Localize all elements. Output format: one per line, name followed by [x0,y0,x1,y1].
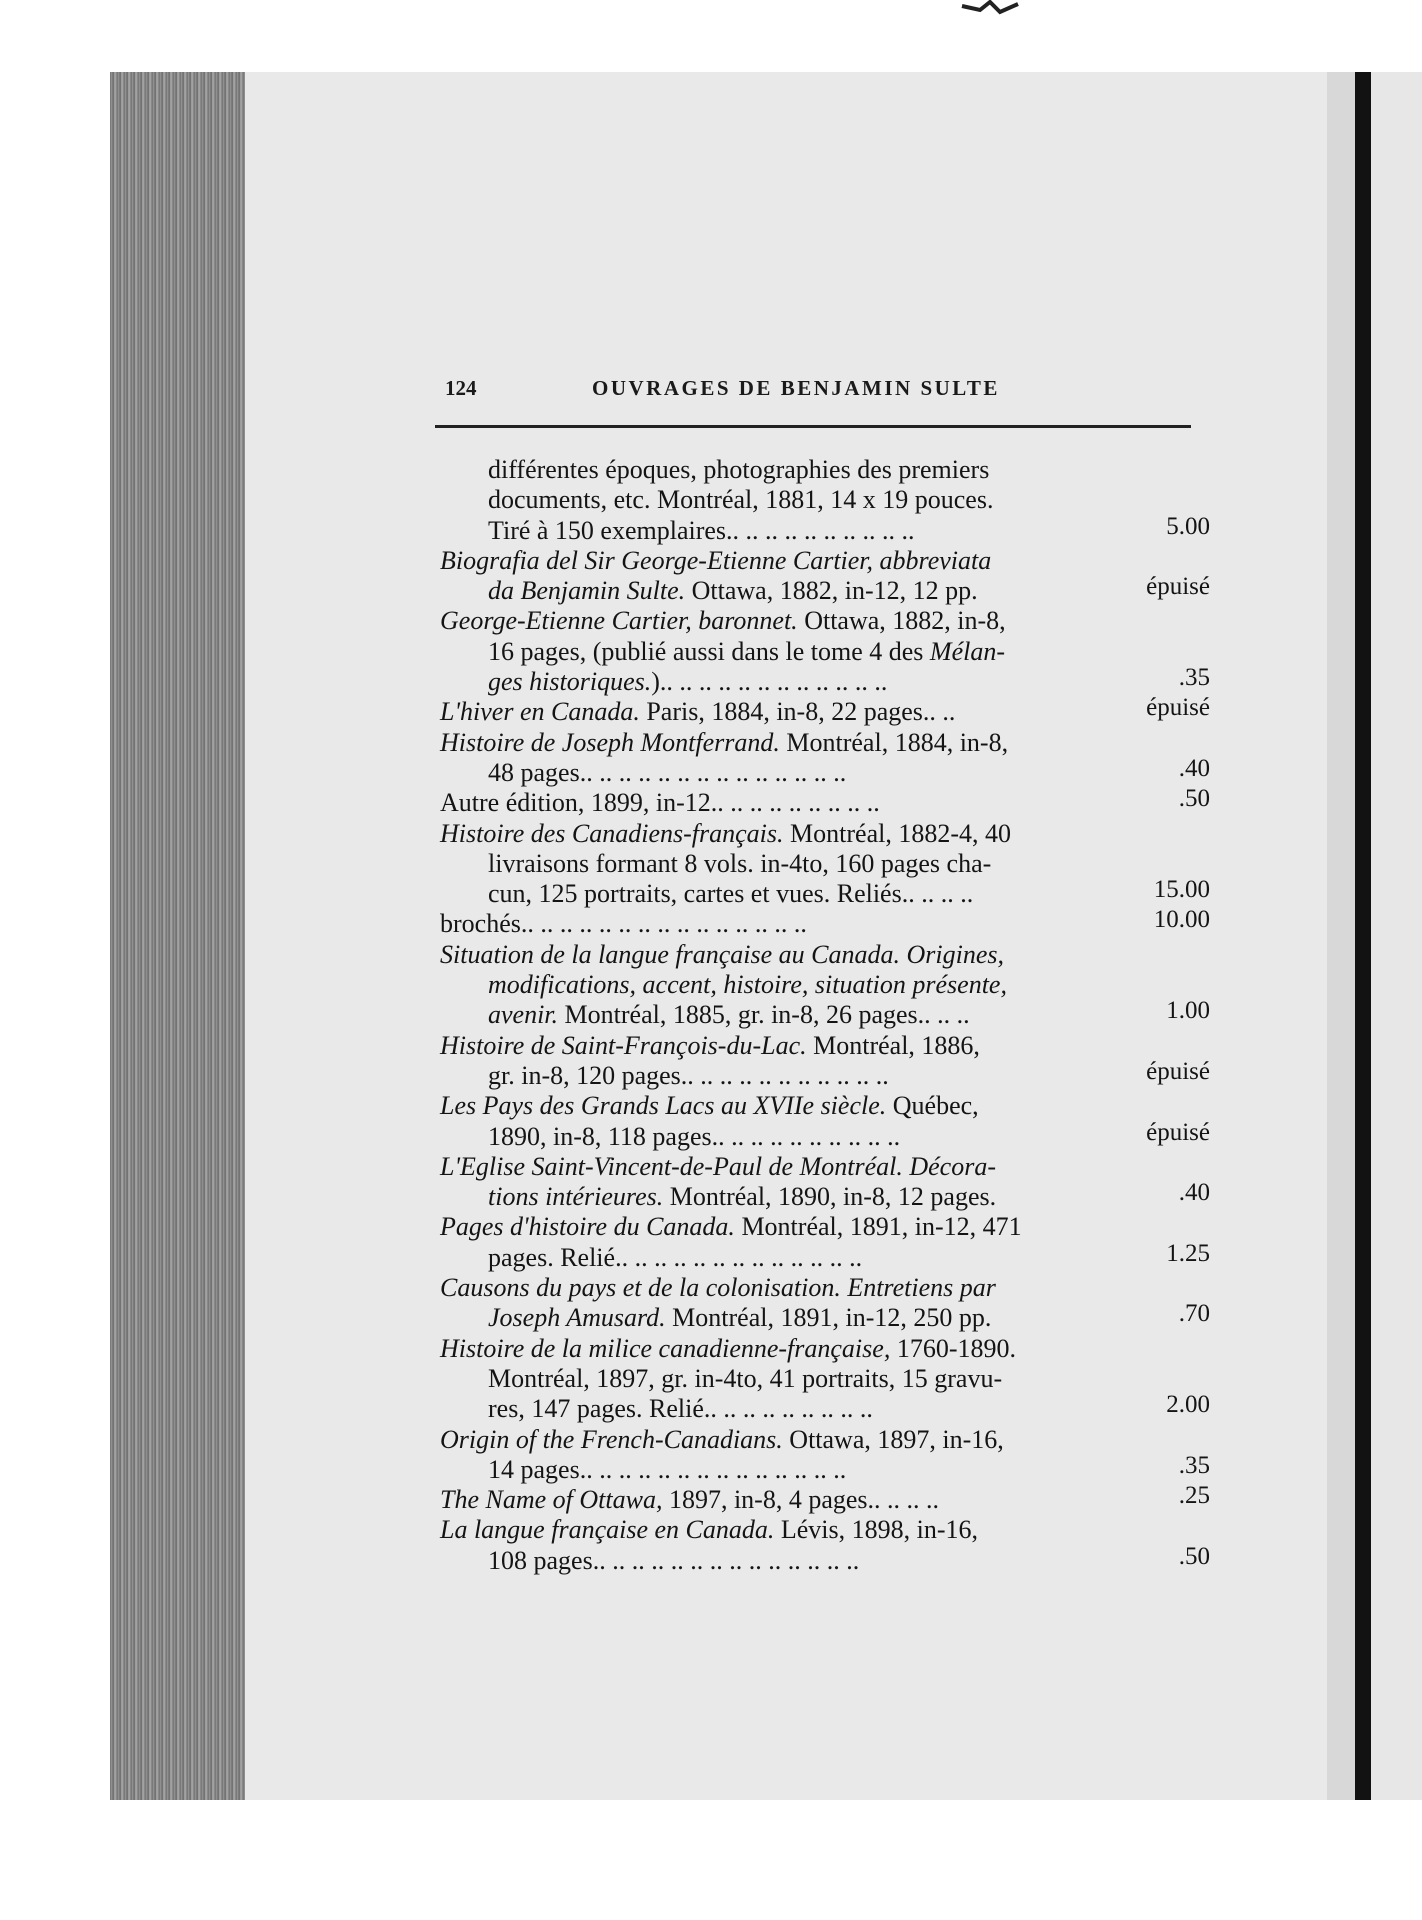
entry-line [440,1364,1210,1394]
bibliography-entry [440,906,1210,939]
entry-title-text: Histoire de Saint-François-du-Lac. [440,1030,807,1060]
entry-text: Paris, 1884, in-8, 22 pages.. .. [639,697,956,727]
entry-text: res, 147 pages. Relié.. .. .. .. .. .. .. .. .. [488,1394,873,1424]
entry-text: Tiré à 150 exemplaires.. .. .. .. .. .. .. .. .. .. [488,515,915,545]
entry-line [440,606,1210,636]
entry-text: Montréal, 1891, in-12, 250 pp. [665,1303,992,1333]
entry-text: différentes époques, photographies des premiers [488,455,990,484]
entry-title-text: Mélan- [929,636,1006,666]
entry-line [440,1451,1210,1485]
entry-line [440,754,1210,788]
entry-price: .35 [1178,1451,1210,1479]
entry-title-text: modifications, accent, histoire, situation présente, [488,970,1007,1000]
entry-line [440,546,1210,576]
entry-title-text: Situation de la langue française au Canada. Origines, [440,939,1005,969]
entry-title-text: L'hiver en Canada. [440,697,640,727]
scan-artifact [960,0,1020,20]
entry-text: Montréal, 1882-4, 40 [783,818,1011,848]
entry-title-text: La langue française en Canada. [440,1515,775,1545]
bibliography-entry [440,785,1210,818]
entry-line [440,637,1210,667]
entry-price: .50 [1178,1542,1210,1570]
entry-price: 1.25 [1166,1239,1210,1267]
entry-text: Autre édition, 1899, in-12.. .. .. .. .. .. .. .. .. [440,788,880,818]
entry-line [440,1057,1210,1091]
bibliography-entry [440,1334,1210,1425]
facing-page-edge [1355,72,1371,1800]
entry-price: .40 [1178,1179,1210,1207]
entry-text: Montréal, 1890, in-8, 12 pages. [663,1182,997,1212]
entry-line [440,1118,1210,1152]
bibliography-entry [440,1273,1210,1334]
entry-line [440,997,1210,1030]
entry-text: Montréal, 1884, in-8, [779,727,1009,757]
entry-text: brochés.. .. .. .. .. .. .. .. .. .. .. .. .. .. .. [440,909,807,939]
entry-title-text: da Benjamin Sulte. [488,576,686,606]
entry-text: ).. .. .. .. .. .. .. .. .. .. .. .. [651,667,888,697]
entry-price: .35 [1178,664,1210,692]
bibliography-entry [440,606,1210,697]
header-rule [435,425,1191,428]
entry-price: 5.00 [1166,512,1210,540]
entry-price: 1.00 [1166,997,1210,1025]
entry-line [440,970,1210,1000]
entry-line [440,728,1210,758]
entry-line [440,849,1210,879]
entry-text: 48 pages.. .. .. .. .. .. .. .. .. .. .. .. .. .. [488,757,847,787]
book-page-edges [110,72,250,1800]
entry-text: documents, etc. Montréal, 1881, 14 x 19 pouces. [488,485,994,515]
entry-title-text: ges historiques. [488,667,652,697]
entry-line [440,512,1210,546]
entry-line [440,785,1210,818]
entry-text: 108 pages.. .. .. .. .. .. .. .. .. .. .. .. .. .. [488,1545,860,1575]
entry-text: Montréal, 1885, gr. in-8, 26 pages.. .. .. [558,1000,970,1030]
bibliography-entry [440,1515,1210,1576]
entry-title-text: Les Pays des Grands Lacs au XVIIe siècle. [440,1091,887,1121]
entry-text: Montréal, 1891, in-12, 471 [734,1212,1022,1242]
entry-title-text: George-Etienne Cartier, baronnet. [440,606,798,636]
entry-line [440,1300,1210,1333]
entry-line [440,1482,1210,1515]
bibliography-entry [440,728,1210,789]
entry-price: épuisé [1146,1118,1210,1146]
bibliography-entry [440,1212,1210,1273]
entry-text: gr. in-8, 120 pages.. .. .. .. .. .. .. .. .. .. .. [488,1060,889,1090]
entry-line [440,1334,1210,1364]
entry-line [440,1031,1210,1061]
entry-line [440,1152,1210,1182]
entry-text: pages. Relié.. .. .. .. .. .. .. .. .. .. .. .. .. [488,1242,863,1272]
entry-title-text: Biografia del Sir George-Etienne Cartier, abbreviata [440,545,992,575]
entry-line [440,1239,1210,1273]
entry-price: .25 [1178,1482,1210,1510]
entry-price: 15.00 [1153,876,1210,904]
entry-line [440,694,1210,727]
running-title: OUVRAGES DE BENJAMIN SULTE [592,376,1000,400]
entry-price: épuisé [1146,1057,1210,1085]
entry-line [440,485,1210,515]
bibliography-entry [440,1482,1210,1515]
entry-text: livraisons formant 8 vols. in-4to, 160 pages cha- [488,848,992,878]
entry-line [440,876,1210,909]
entry-text: Québec, [886,1091,979,1121]
bibliography-entry [440,1091,1210,1152]
bibliography-entry [440,940,1210,1031]
bibliography-entry [440,694,1210,727]
entry-line [440,573,1210,606]
page-gutter [1327,72,1355,1800]
entry-price: 10.00 [1153,906,1210,934]
running-head [445,376,1191,406]
entry-price: .70 [1178,1300,1210,1328]
entry-line [440,906,1210,939]
entry-line [440,1425,1210,1455]
entry-line [440,1179,1210,1212]
entry-price: épuisé [1146,694,1210,722]
entry-title-text: Joseph Amusard. [488,1303,666,1333]
entry-text: Montréal, 1886, [806,1030,980,1060]
bibliography-entry [440,1152,1210,1213]
entry-title-text: Histoire de la milice canadienne-française, [440,1333,891,1363]
entry-title-text: The Name of Ottawa, [440,1485,663,1515]
entry-text: Lévis, 1898, in-16, [774,1515,979,1545]
entry-text: 14 pages.. .. .. .. .. .. .. .. .. .. .. .. .. .. [488,1454,847,1484]
bibliography-list [440,455,1210,1576]
entry-price: .40 [1178,754,1210,782]
entry-text: Ottawa, 1882, in-12, 12 pp. [685,576,978,606]
entry-line [440,1391,1210,1424]
entry-text: Ottawa, 1882, in-8, [797,606,1006,636]
entry-title-text: Histoire de Joseph Montferrand. [440,727,780,757]
bibliography-entry [440,546,1210,607]
entry-title-text: Histoire des Canadiens-français. [440,818,784,848]
entry-line [440,455,1210,485]
entry-title-text: tions intérieures. [488,1182,664,1212]
entry-price: épuisé [1146,573,1210,601]
entry-price: 2.00 [1166,1391,1210,1419]
entry-text: 1760-1890. [890,1333,1016,1363]
entry-title-text: L'Eglise Saint-Vincent-de-Paul de Montréal. Décora- [440,1151,996,1181]
facing-page [1371,72,1422,1800]
entry-text: 16 pages, (publié aussi dans le tome 4 des [488,636,930,666]
entry-line [440,1515,1210,1545]
entry-line [440,940,1210,970]
entry-text: Ottawa, 1897, in-16, [782,1424,1004,1454]
entry-title-text: Causons du pays et de la colonisation. Entretiens par [440,1273,996,1303]
entry-title-text: Pages d'histoire du Canada. [440,1212,735,1242]
entry-title-text: Origin of the French-Canadians. [440,1424,783,1454]
entry-text: 1897, in-8, 4 pages.. .. .. .. [662,1485,940,1515]
entry-price: .50 [1178,785,1210,813]
entry-line [440,1273,1210,1303]
bibliography-entry [440,1425,1210,1486]
entry-line [440,664,1210,697]
bibliography-entry [440,455,1210,546]
page-number: 124 [445,376,477,400]
entry-line [440,1212,1210,1242]
entry-line [440,819,1210,849]
entry-line [440,1091,1210,1121]
bibliography-entry [440,1031,1210,1092]
entry-text: 1890, in-8, 118 pages.. .. .. .. .. .. .. .. .. .. [488,1121,901,1151]
entry-title-text: avenir. [488,1000,559,1030]
entry-text: Montréal, 1897, gr. in-4to, 41 portraits, 15 gravu- [488,1363,1003,1393]
entry-text: cun, 125 portraits, cartes et vues. Reliés.. .. .. .. [488,879,974,909]
bibliography-entry [440,819,1210,910]
entry-line [440,1542,1210,1576]
